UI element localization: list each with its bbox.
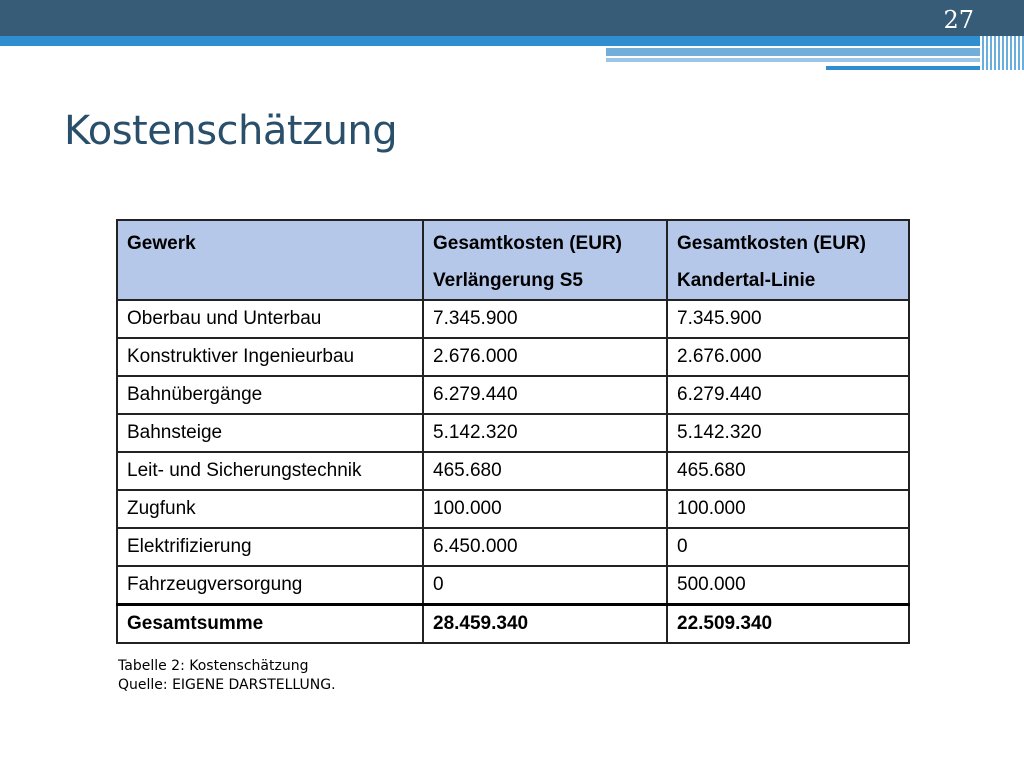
cell-cost-kandertal: 7.345.900: [667, 300, 909, 338]
table-row: [117, 338, 909, 376]
header-accent-bar: [0, 36, 1000, 46]
cell-total-s5: 28.459.340: [423, 605, 667, 644]
caption-title: Tabelle 2: Kostenschätzung: [118, 658, 309, 674]
cell-total-label: Gesamtsumme: [117, 605, 423, 644]
cost-table: [116, 219, 910, 644]
table-row: [117, 528, 909, 566]
table-row: [117, 300, 909, 338]
caption-source: Quelle: EIGENE DARSTELLUNG.: [118, 677, 336, 693]
slide-number: 27: [943, 6, 974, 34]
table-header-row: [117, 220, 909, 300]
cell-cost-s5: 6.450.000: [423, 528, 667, 566]
table-row: [117, 376, 909, 414]
cell-cost-s5: 465.680: [423, 452, 667, 490]
cell-cost-s5: 100.000: [423, 490, 667, 528]
cell-gewerk: Elektrifizierung: [117, 528, 423, 566]
table-total-row: [117, 605, 909, 644]
cell-gewerk: Bahnsteige: [117, 414, 423, 452]
table-caption: [118, 657, 336, 695]
cell-gewerk: Oberbau und Unterbau: [117, 300, 423, 338]
cell-gewerk: Bahnübergänge: [117, 376, 423, 414]
cell-cost-s5: 7.345.900: [423, 300, 667, 338]
cell-cost-kandertal: 2.676.000: [667, 338, 909, 376]
table-row: [117, 566, 909, 605]
cell-cost-s5: 0: [423, 566, 667, 605]
cell-cost-kandertal: 500.000: [667, 566, 909, 605]
cell-gewerk: Konstruktiver Ingenieurbau: [117, 338, 423, 376]
header-decor-line: [826, 66, 1002, 70]
cell-gewerk: Fahrzeugversorgung: [117, 566, 423, 605]
cell-cost-s5: 2.676.000: [423, 338, 667, 376]
slide-title: Kostenschätzung: [64, 108, 398, 154]
header-decor-stripes: [980, 36, 1024, 70]
header-decor-line: [606, 58, 1002, 62]
header-cell-s5: Gesamtkosten (EUR) Verlängerung S5: [423, 220, 667, 300]
cell-cost-kandertal: 5.142.320: [667, 414, 909, 452]
table-row: [117, 414, 909, 452]
header-cell-kandertal: Gesamtkosten (EUR) Kandertal-Linie: [667, 220, 909, 300]
header-cell-gewerk: Gewerk: [117, 220, 423, 300]
table-row: [117, 452, 909, 490]
cell-cost-kandertal: 6.279.440: [667, 376, 909, 414]
cell-cost-kandertal: 0: [667, 528, 909, 566]
cell-cost-kandertal: 465.680: [667, 452, 909, 490]
cell-gewerk: Zugfunk: [117, 490, 423, 528]
header-decor-line: [606, 48, 1002, 56]
cell-cost-s5: 6.279.440: [423, 376, 667, 414]
cell-cost-s5: 5.142.320: [423, 414, 667, 452]
cell-gewerk: Leit- und Sicherungstechnik: [117, 452, 423, 490]
table-row: [117, 490, 909, 528]
cell-total-kandertal: 22.509.340: [667, 605, 909, 644]
cell-cost-kandertal: 100.000: [667, 490, 909, 528]
header-bar: [0, 0, 1024, 36]
